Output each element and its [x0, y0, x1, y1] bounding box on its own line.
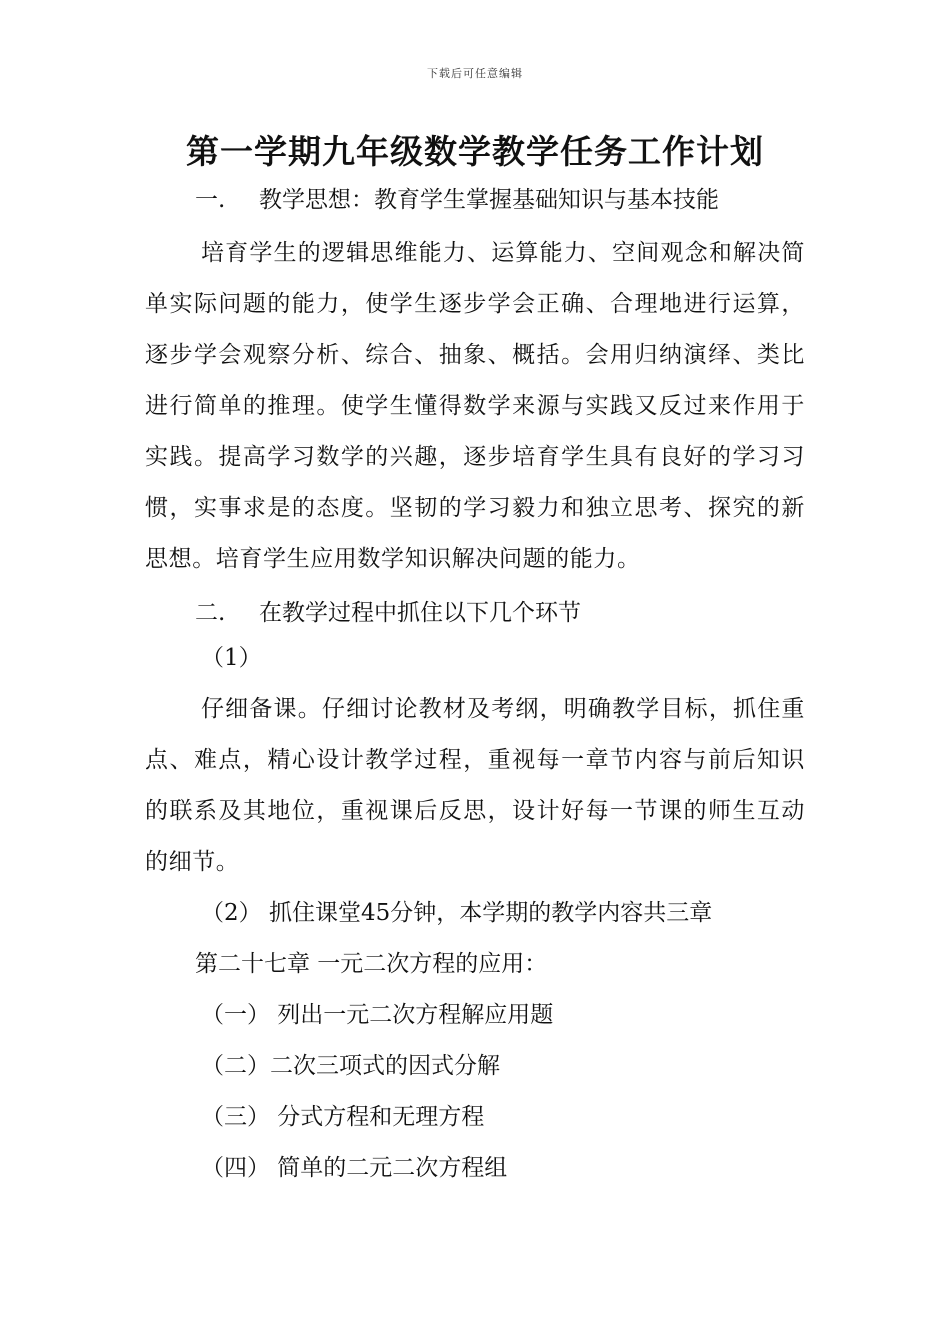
- section-2-number: 二.: [195, 600, 226, 626]
- section-2-title: 在教学过程中抓住以下几个环节: [259, 600, 581, 626]
- chapter-item: （四） 简单的二元二次方程组: [201, 1155, 508, 1181]
- section-1-title: 教学思想：教育学生掌握基础知识与基本技能: [259, 187, 719, 213]
- chapter-title: 第二十七章 一元二次方程的应用：: [195, 951, 548, 977]
- item-1-paragraph: 仔细备课。仔细讨论教材及考纲，明确教学目标，抓住重点、难点，精心设计教学过程，重视每一章节内容与前后知识的联系及其地位，重视课后反思，设计好每一节课的师生互动的细节。: [145, 696, 805, 875]
- chapter-item: （二）二次三项式的因式分解: [201, 1053, 500, 1079]
- section-2-heading: [145, 593, 805, 633]
- chapter-item: （一） 列出一元二次方程解应用题: [201, 1002, 554, 1028]
- item-2-line: （2） 抓住课堂45分钟，本学期的教学内容共三章: [201, 900, 713, 926]
- chapter-item: （三） 分式方程和无理方程: [201, 1104, 485, 1130]
- document-title: 第一学期九年级数学教学任务工作计划: [186, 132, 764, 171]
- section-1-number: 一.: [195, 187, 226, 213]
- section-1-heading: [145, 180, 805, 220]
- header-note: 下载后可任意编辑: [427, 67, 523, 80]
- document-body: [145, 180, 805, 1194]
- item-1-label: （1）: [201, 645, 262, 671]
- section-1-paragraph: 培育学生的逻辑思维能力、运算能力、空间观念和解决简单实际问题的能力，使学生逐步学会正确、合理地进行运算，逐步学会观察分析、综合、抽象、概括。会用归纳演绎、类比进行简单的推理。使学生懂得数学来源与实践又反过来作用于实践。提高学习数学的兴趣，逐步培育学生具有良好的学习习惯，实事求是的态度。坚韧的学习毅力和独立思考、探究的新思想。培育学生应用数学知识解决问题的能力。: [145, 240, 805, 572]
